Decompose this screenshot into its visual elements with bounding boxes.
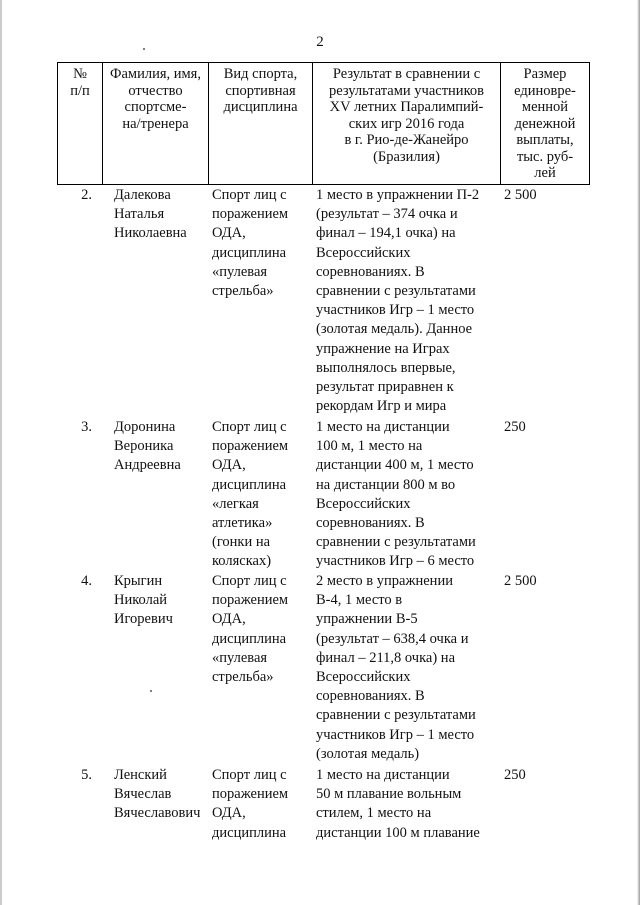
text-line: сравнении с результатами bbox=[316, 707, 476, 724]
text-line: Всероссийских bbox=[316, 244, 411, 261]
text-line: Вид спорта, bbox=[223, 66, 298, 82]
text-line: Вячеслав bbox=[114, 786, 172, 803]
result-comparison bbox=[312, 572, 500, 766]
text-line: единовре- bbox=[514, 82, 576, 99]
result-comparison bbox=[312, 766, 500, 846]
text-line: дисциплина bbox=[212, 824, 287, 841]
table-row bbox=[57, 766, 589, 846]
text-line: Андреевна bbox=[114, 457, 181, 474]
payment-amount: 250 bbox=[504, 767, 526, 783]
scan-edge-left bbox=[0, 0, 2, 905]
text-line: лей bbox=[534, 165, 556, 181]
text-line: ОДА, bbox=[212, 611, 246, 628]
text-line: поражением bbox=[212, 438, 289, 455]
text-line: Крыгин bbox=[114, 573, 163, 589]
text-line: Наталья bbox=[114, 206, 165, 223]
text-line: ОДА, bbox=[212, 225, 246, 242]
page-number: 2 bbox=[316, 34, 324, 50]
text-line: «пулевая bbox=[212, 263, 268, 280]
text-line: Спорт лиц с bbox=[212, 419, 287, 435]
text-line: 1 место на дистанции bbox=[316, 767, 450, 783]
text-line: поражением bbox=[212, 786, 289, 803]
text-line: дисциплина bbox=[223, 99, 298, 115]
sport-discipline bbox=[208, 186, 312, 418]
text-line: «легкая bbox=[212, 495, 259, 512]
text-line: дистанции 400 м, 1 место bbox=[316, 457, 474, 474]
text-line: на дистанции 800 м во bbox=[316, 476, 456, 493]
table-row bbox=[57, 418, 589, 572]
text-line: участников Игр – 1 место bbox=[316, 726, 475, 743]
text-line: выплаты, bbox=[516, 132, 574, 148]
text-line: финал – 194,1 очка) на bbox=[316, 225, 456, 242]
text-line: участников Игр – 6 место bbox=[316, 553, 475, 570]
text-line: Всероссийских bbox=[316, 495, 411, 512]
text-line: финал – 211,8 очка) на bbox=[316, 649, 456, 666]
text-line: результатами участников bbox=[329, 82, 484, 99]
text-line: ОДА, bbox=[212, 805, 246, 822]
text-line: Размер bbox=[523, 66, 567, 82]
text-line: В-4, 1 место в bbox=[316, 592, 403, 609]
text-line: Спорт лиц с bbox=[212, 767, 287, 783]
table-row bbox=[57, 186, 589, 418]
header-payment bbox=[501, 63, 590, 185]
text-line: 100 м, 1 место на bbox=[316, 438, 423, 455]
text-line: «пулевая bbox=[212, 649, 268, 666]
row-number: 2. bbox=[81, 187, 92, 203]
text-line: участников Игр – 1 место bbox=[316, 302, 475, 319]
text-line: поражением bbox=[212, 206, 289, 223]
text-line: соревнованиях. В bbox=[316, 515, 425, 532]
athletes-table bbox=[57, 186, 589, 846]
payment-amount: 2 500 bbox=[504, 573, 537, 589]
text-line: результат приравнен к bbox=[316, 379, 454, 396]
text-line: соревнованиях. В bbox=[316, 263, 425, 280]
text-line: 50 м плавание вольным bbox=[316, 786, 462, 803]
text-line: 1 место на дистанции bbox=[316, 419, 450, 435]
row-number: 3. bbox=[81, 419, 92, 435]
result-comparison bbox=[312, 418, 500, 572]
sport-discipline bbox=[208, 572, 312, 766]
text-line: стрельба» bbox=[212, 283, 274, 300]
text-line: атлетика» bbox=[212, 515, 273, 532]
text-line: (золотая медаль) bbox=[316, 745, 420, 762]
text-line: (результат – 638,4 очка и bbox=[316, 630, 469, 647]
text-line: Ленский bbox=[114, 767, 167, 783]
text-line: Фамилия, имя, bbox=[110, 66, 201, 82]
text-line: рекордам Игр и мира bbox=[316, 398, 447, 415]
text-line: 1 место в упражнении П-2 bbox=[316, 187, 480, 203]
text-line: поражением bbox=[212, 592, 289, 609]
text-line: дисциплина bbox=[212, 476, 287, 493]
text-line: (гонки на bbox=[212, 534, 271, 551]
text-line: менной bbox=[521, 99, 569, 115]
text-line: (результат – 374 очка и bbox=[316, 206, 458, 223]
text-line: п/п bbox=[70, 82, 90, 99]
text-line: Всероссийских bbox=[316, 669, 411, 686]
text-line: отчество bbox=[128, 82, 183, 99]
text-line: ских игр 2016 года bbox=[348, 115, 465, 132]
text-line: стрельба» bbox=[212, 669, 274, 686]
text-line: упражнении В-5 bbox=[316, 611, 418, 628]
payment-amount: 250 bbox=[504, 419, 526, 435]
table-header bbox=[57, 62, 590, 185]
text-line: Николаевна bbox=[114, 225, 187, 242]
text-line: Далекова bbox=[114, 187, 171, 203]
text-line: XV летних Паралимпий- bbox=[329, 99, 484, 115]
text-line: 2 место в упражнении bbox=[316, 573, 453, 589]
athlete-name bbox=[102, 572, 208, 766]
text-line: Николай bbox=[114, 592, 168, 609]
text-line: колясках) bbox=[212, 553, 272, 570]
athlete-name bbox=[102, 186, 208, 418]
sport-discipline bbox=[208, 418, 312, 572]
text-line: соревнованиях. В bbox=[316, 688, 425, 705]
text-line: стилем, 1 место на bbox=[316, 805, 432, 822]
text-line: сравнении с результатами bbox=[316, 283, 476, 300]
text-line: Спорт лиц с bbox=[212, 187, 287, 203]
table-row bbox=[57, 572, 589, 766]
text-line: выполнялось впервые, bbox=[316, 359, 456, 376]
text-line: упражнение на Играх bbox=[316, 340, 450, 357]
text-line: (золотая медаль). Данное bbox=[316, 321, 473, 338]
header-name bbox=[103, 63, 209, 185]
text-line: тыс. руб- bbox=[516, 148, 574, 165]
text-line: Вероника bbox=[114, 438, 174, 455]
text-line: денежной bbox=[514, 115, 576, 132]
text-line: Вячеславович bbox=[114, 805, 201, 822]
text-line: сравнении с результатами bbox=[316, 534, 476, 551]
sport-discipline bbox=[208, 766, 312, 846]
athlete-name bbox=[102, 418, 208, 572]
text-line: спортивная bbox=[225, 82, 296, 99]
payment-amount: 2 500 bbox=[504, 187, 537, 203]
text-line: дистанции 100 м плавание bbox=[316, 824, 480, 841]
text-line: в г. Рио-де-Жанейро bbox=[344, 132, 469, 148]
row-number: 4. bbox=[81, 573, 92, 589]
header-result bbox=[313, 63, 501, 185]
result-comparison bbox=[312, 186, 500, 418]
text-line: ОДА, bbox=[212, 457, 246, 474]
text-line: (Бразилия) bbox=[373, 148, 440, 165]
text-line: Доронина bbox=[114, 419, 176, 435]
header-number bbox=[58, 63, 103, 185]
text-line: на/тренера bbox=[122, 115, 189, 132]
athlete-name bbox=[102, 766, 208, 846]
text-line: Результат в сравнении с bbox=[332, 66, 481, 82]
text-line: Спорт лиц с bbox=[212, 573, 287, 589]
text-line: № bbox=[73, 66, 87, 82]
text-line: спортсме- bbox=[124, 99, 187, 115]
text-line: дисциплина bbox=[212, 244, 287, 261]
header-sport bbox=[209, 63, 313, 185]
text-line: дисциплина bbox=[212, 630, 287, 647]
text-line: Игоревич bbox=[114, 611, 173, 628]
row-number: 5. bbox=[81, 767, 92, 783]
